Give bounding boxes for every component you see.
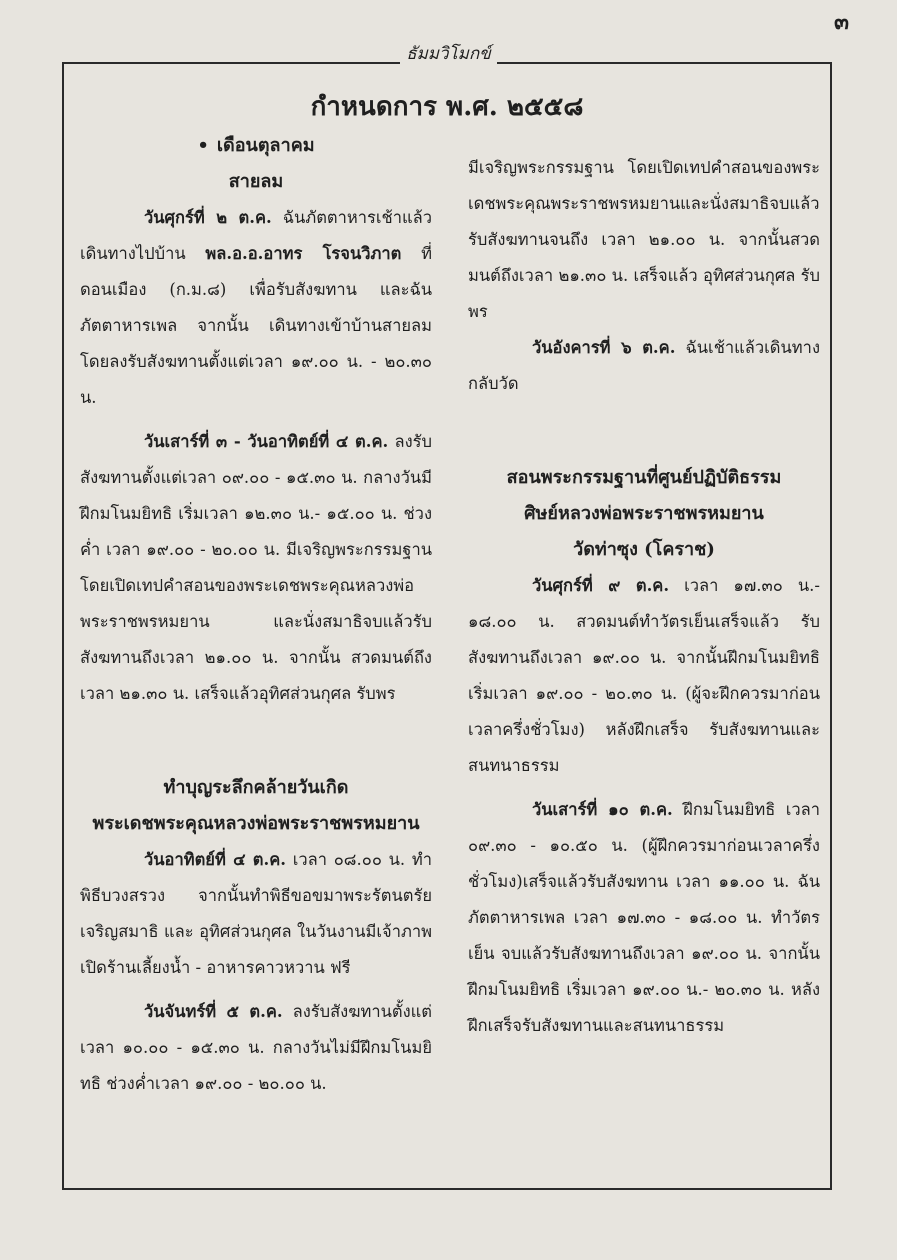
date-lead: วันศุกร์ที่ ๙ ต.ค. bbox=[532, 576, 670, 595]
date-lead: วันอาทิตย์ที่ ๔ ต.ค. bbox=[144, 850, 287, 869]
date-lead: วันเสาร์ที่ ๑๐ ต.ค. bbox=[532, 800, 673, 819]
paragraph-text: ฉันภัตตาหารเช้าแล้ว เดินทางไปบ้าน bbox=[80, 208, 433, 263]
paragraph-oct-5 bbox=[80, 994, 432, 1102]
date-lead: วันศุกร์ที่ ๒ ต.ค. bbox=[144, 208, 272, 227]
page-number: ๓ bbox=[833, 9, 849, 35]
paragraph-oct-4 bbox=[80, 842, 432, 986]
paragraph-oct-6 bbox=[468, 330, 820, 402]
running-head-text: ธัมมวิโมกข์ bbox=[400, 44, 497, 64]
date-lead: วันอังคารที่ ๖ ต.ค. bbox=[532, 338, 676, 357]
paragraph-text: ฉันเช้าแล้วเดินทางกลับวัด bbox=[468, 338, 820, 393]
main-title: กำหนดการ พ.ศ. ๒๕๕๘ bbox=[310, 92, 584, 122]
month-heading bbox=[80, 128, 432, 164]
place-heading: สายลม bbox=[228, 171, 284, 192]
paragraph-text: เวลา ๑๗.๓๐ น.- ๑๘.๐๐ น. สวดมนต์ทำวัตรเย็นเสร็จแล้ว รับสังฆทานถึงเวลา ๑๙.๐๐ น. จากนั้นฝึกมโนมยิทธิ เริ่มเวลา ๑๙.๐๐ - ๒๐.๓๐ น. (ผู้จะฝึกควรมาก่อนเวลาครึ่งชั่วโมง) หลังฝึกเสร็จ รับสังฆทานและสนทนาธรรม bbox=[468, 576, 820, 775]
right-column bbox=[468, 128, 820, 1044]
center-heading-2: ศิษย์หลวงพ่อพระราชพรหมยาน bbox=[524, 503, 764, 524]
paragraph-text: เวลา ๐๘.๐๐ น. ทำพิธีบวงสรวง จากนั้นทำพิธีขอขมาพระรัตนตรัย เจริญสมาธิ และ อุทิศส่วนกุศล ในวันงานมีเจ้าภาพเปิดร้านเลี้ยงน้ำ - อาหารคาวหวาน ฟรี bbox=[80, 850, 433, 977]
paragraph-text: ลงรับสังฆทานตั้งแต่เวลา ๐๙.๐๐ - ๑๕.๓๐ น. กลางวันมีฝึกมโนมยิทธิ เริ่มเวลา ๑๒.๓๐ น.- ๑๕.๐๐ น. ช่วงค่ำ เวลา ๑๙.๐๐ - ๒๐.๐๐ น. มีเจริญพระกรรมฐาน โดยเปิดเทปคำสอนของพระเดชพระคุณหลวงพ่อพระราชพรหมยาน และนั่งสมาธิจบแล้วรับสังฆทานถึงเวลา ๒๑.๐๐ น. จากนั้น สวดมนต์ถึงเวลา ๒๑.๓๐ น. เสร็จแล้วอุทิศส่วนกุศล รับพร bbox=[80, 432, 432, 703]
paragraph-oct-10 bbox=[468, 792, 820, 1044]
center-heading-3: วัดท่าซุง (โคราช) bbox=[573, 539, 715, 560]
paragraph-oct-2 bbox=[80, 200, 432, 416]
paragraph-text: ลงรับสังฆทานตั้งแต่เวลา ๑๐.๐๐ - ๑๕.๓๐ น. กลางวันไม่มีฝึกมโนมยิทธิ ช่วงค่ำเวลา ๑๙.๐๐ - ๒๐.๐๐ น. bbox=[80, 1002, 433, 1093]
month-label: เดือนตุลาคม bbox=[216, 135, 315, 156]
date-lead: วันเสาร์ที่ ๓ - วันอาทิตย์ที่ ๔ ต.ค. bbox=[144, 432, 389, 451]
birthday-heading-1: ทำบุญระลึกคล้ายวันเกิด bbox=[163, 777, 349, 798]
running-head bbox=[0, 40, 897, 67]
center-heading-1: สอนพระกรรมฐานที่ศูนย์ปฏิบัติธรรม bbox=[506, 467, 782, 488]
birthday-heading-2: พระเดชพระคุณหลวงพ่อพระราชพรหมยาน bbox=[92, 813, 420, 834]
paragraph-continued: มีเจริญพระกรรมฐาน โดยเปิดเทปคำสอนของพระเดชพระคุณพระราชพรหมยานและนั่งสมาธิจบแล้วรับสังฆทานจนถึง เวลา ๒๑.๐๐ น. จากนั้นสวดมนต์ถึงเวลา ๒๑.๓๐ น. เสร็จแล้ว อุทิศส่วนกุศล รับพร bbox=[468, 158, 820, 321]
bullet-icon: • bbox=[197, 135, 209, 156]
paragraph-oct-9 bbox=[468, 568, 820, 784]
paragraph-text: ที่ดอนเมือง (ก.ม.๘) เพื่อรับสังฆทาน และฉันภัตตาหารเพล จากนั้น เดินทางเข้าบ้านสายลม โดยลงรับสังฆทานตั้งแต่เวลา ๑๙.๐๐ น. - ๒๐.๓๐ น. bbox=[80, 244, 433, 407]
paragraph-oct-3-4 bbox=[80, 424, 432, 712]
paragraph-text: ฝึกมโนมยิทธิ เวลา ๐๙.๓๐ - ๑๐.๕๐ น. (ผู้ฝึกควรมาก่อนเวลาครึ่งชั่วโมง)เสร็จแล้วรับสังฆทาน เวลา ๑๑.๐๐ น. ฉันภัตตาหารเพล เวลา ๑๗.๓๐ - ๑๘.๐๐ น. ทำวัตรเย็น จบแล้วรับสังฆทานถึงเวลา ๑๙.๐๐ น. จากนั้น ฝึกมโนมยิทธิ เริ่มเวลา ๑๙.๐๐ น.- ๒๐.๓๐ น. หลังฝึกเสร็จรับสังฆทานและสนทนาธรรม bbox=[468, 800, 820, 1035]
left-column bbox=[80, 128, 432, 1102]
person-name: พล.อ.อ.อาทร โรจนวิภาต bbox=[205, 244, 402, 263]
date-lead: วันจันทร์ที่ ๕ ต.ค. bbox=[144, 1002, 283, 1021]
